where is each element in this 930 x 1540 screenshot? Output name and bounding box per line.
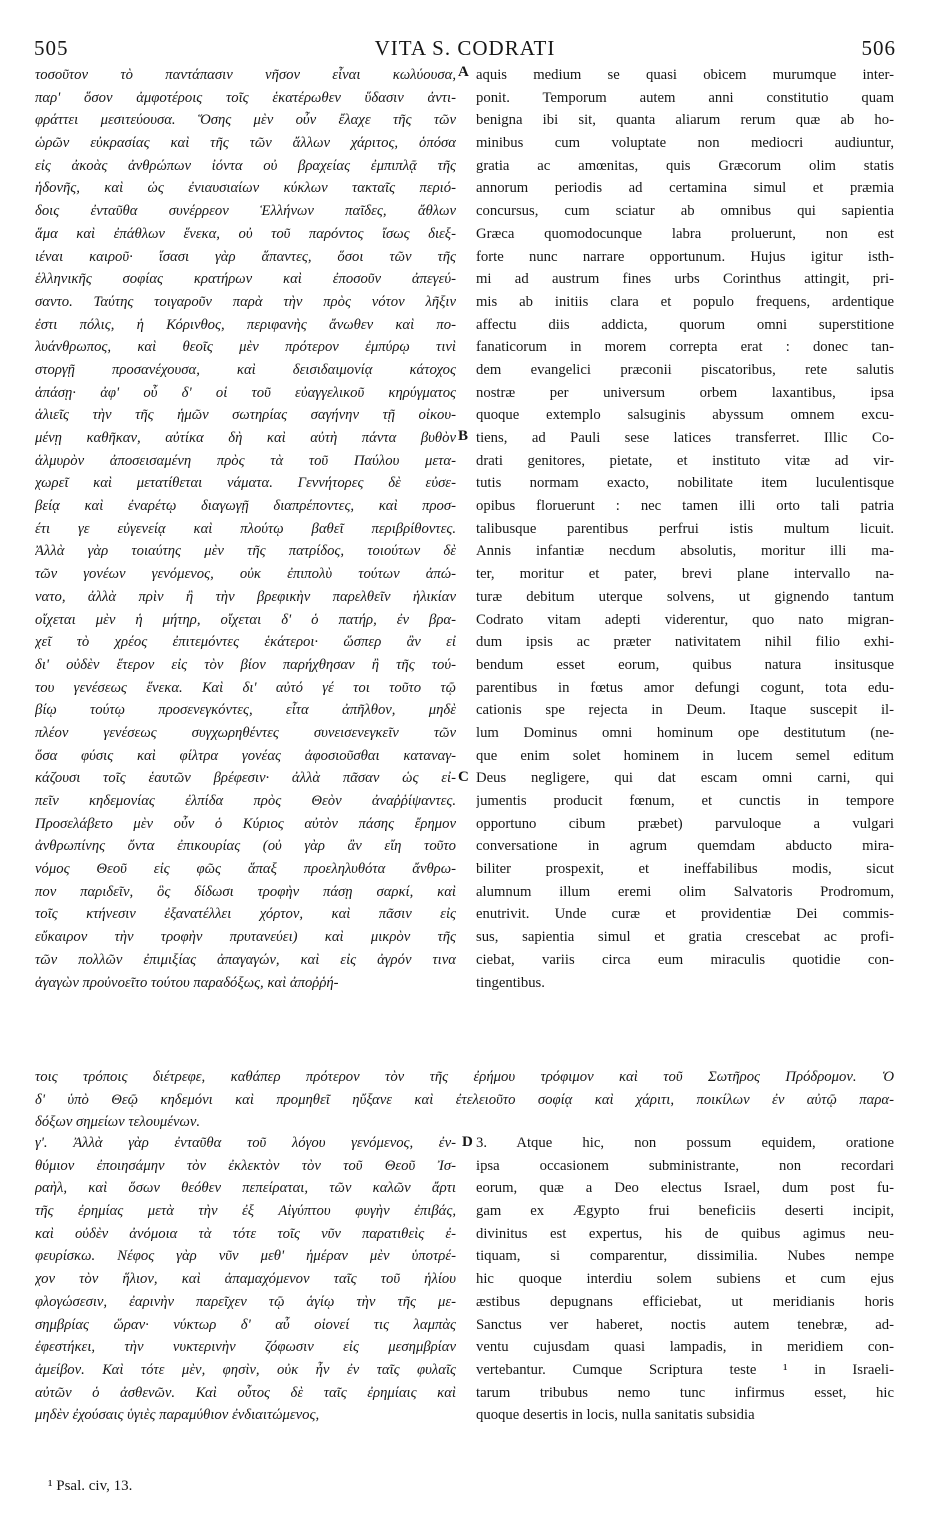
text-line: νατο, ἀλλὰ πρὶν ἢ τὴν βρεφικὴν παρελθεῖν ἡλικίαν — [35, 588, 456, 605]
text-line: δοις ἐνταῦθα συνέρρεον Ἑλλήνων παῖδες, ἄθλων — [35, 203, 456, 220]
margin-marker-a: A — [458, 64, 469, 80]
text-line: nostræ per universum orbem laxantibus, ipsa — [476, 384, 894, 401]
text-line: ter, moritur et pater, brevi plane intervallo na- — [476, 566, 894, 583]
text-line: talibusque parentibus perfrui istis multum licuit. — [476, 520, 894, 537]
text-line: βίῳ τούτῳ προσενεγκόντες, εἶτα ἀπῆλθον, μηδὲ — [35, 702, 456, 719]
text-line: enutrivit. Unde curæ et providentiæ Dei commis- — [476, 906, 894, 923]
text-line: æstibus depugnans efficiebat, ut meridianis horis — [476, 1293, 894, 1310]
text-line: έτι γε εὐγενείᾳ καὶ πλούτῳ βαθεῖ περιβρίθοντες. — [35, 520, 456, 537]
text-line: δ' ὑπὸ Θεῷ κηδεμόνι καὶ προμηθεῖ ηὔξανε καὶ ἐτελειοῦτο σοφίᾳ καὶ χάριτι, ποικίλων ἐν αὐτῷ παρα- — [35, 1091, 894, 1108]
text-line: bendum esset eorum, quibus natura insitusque — [476, 656, 894, 673]
text-line: σαντο. Ταύτης τοιγαροῦν παρὰ τὴν πρὸς νότον λῆξιν — [35, 293, 456, 310]
text-line: gam ex Ægypto frui beneficiis deserti incipit, — [476, 1203, 894, 1220]
text-line: δι' οὐδὲν ἕτερον εἰς τὸν βίον παρήχθησαν ἢ τῆς τού- — [35, 656, 456, 673]
text-line: τοῖς κτήνεσιν ἐξανατέλλει χόρτον, καὶ πᾶσιν εἰς — [35, 906, 456, 923]
text-line: 3. Atque hic, non possum equidem, oratione — [476, 1135, 894, 1151]
text-line: hic quoque interdiu solem subiens et cum ejus — [476, 1271, 894, 1288]
text-line: gratia ac amœnitas, quis Græcorum olim statis — [476, 157, 894, 174]
text-line: πλέον γενέσεως συγχωρηθέντες συνεισενεγκεῖν τῶν — [35, 724, 456, 741]
text-line: tingentibus. — [476, 974, 545, 991]
text-line: τῶν γονέων γενόμενος, οὐκ ἐπιπολὺ τούτων ἀπώ- — [35, 566, 456, 583]
text-line: ἁπάσῃ· ἀφ' οὗ δ' οἱ τοῦ εὐαγγελικοῦ κηρύγματος — [35, 384, 456, 401]
text-line: θύμιον ἐποιησάμην τὸν ἐκλεκτὸν τὸν τοῦ Θεοῦ Ἰσ- — [35, 1157, 456, 1174]
text-line: forte nunc narrare opportunum. Hujus igitur isth- — [476, 248, 894, 265]
footnote: ¹ Psal. civ, 13. — [48, 1478, 133, 1494]
text-line: fanaticorum in morem correpta erat : donec tan- — [476, 339, 894, 356]
greek-full-width-continuation — [35, 1066, 894, 1134]
text-line: mis ab initiis clara et populo frequens, ardentique — [476, 293, 894, 310]
text-line: ἁλμυρὸν ἀποσεισαμένη πρὸς τὰ τοῦ Παύλου μετα- — [35, 452, 456, 469]
text-line: στοργῇ προσανέχουσα, καὶ δεισιδαιμονίᾳ κάτοχος — [35, 361, 456, 378]
text-line: καὶ οὐδὲν ἀνόμοια τὰ τότε τοῖς νῦν παρατιθεὶς ἐ- — [35, 1225, 456, 1242]
text-line: νόμος Θεοῦ εἰς φῶς ἅπαξ προεληλυθότα ἄνθρω- — [35, 861, 456, 878]
text-line: dum ipsis ac præter nativitatem nihil filio exhi- — [476, 634, 894, 651]
text-line: opportuno cibum præbet) parvuloque a vulgari — [476, 815, 894, 832]
text-line: χεῖ τὸ χρέος ἐπιτεμόντες ἑκάτεροι· ὥσπερ ἂν εἰ — [35, 634, 456, 651]
text-line: ponit. Temporum autem anni constitutio quam — [476, 89, 894, 106]
text-line: tiens, ad Pauli sese latices transferret. Illic Co- — [476, 430, 894, 446]
text-line: ἁλιεῖς τὴν τῆς ἡμῶν σωτηρίας σαγήνην τῇ οἰκου- — [35, 407, 456, 424]
text-line: λυάνθρωπος, καὶ θεοῖς μὲν πρότερον ἐμπύρῳ τινὶ — [35, 339, 456, 356]
text-line: Græca quomodocunque labra proluerunt, non est — [476, 225, 894, 242]
margin-marker-c: C — [458, 769, 469, 785]
text-line: φλογώσεσιν, ἐαρινὴν παρεῖχεν τῷ ἁγίῳ τὴν τῆς με- — [35, 1293, 456, 1310]
text-line: opibus floruerunt : nec tamen illi orto tali patria — [476, 498, 894, 515]
text-line: Codrato vitam adepti viderentur, quo nato migran- — [476, 611, 894, 628]
text-line: tiquam, si comparentur, dissimilia. Nubes nempe — [476, 1248, 894, 1265]
text-line: ciebat, variis circa eum miraculis quotidie con- — [476, 951, 894, 968]
text-line: βείᾳ καὶ ἐναρέτῳ διαγωγῇ διαπρέποντες, καὶ προσ- — [35, 498, 456, 515]
text-line: sus, sapientia simul et gratia crescebat ac profi- — [476, 929, 894, 946]
text-line: κάζουσι τοῖς ἑαυτῶν βρέφεσιν· ἀλλὰ πᾶσαν ὡς εἰ- — [35, 770, 456, 787]
text-line: dem evangelici præconii piscatoribus, rete salutis — [476, 361, 894, 378]
text-line: εἰς ἀκοὰς ἀνθρώπων ἰόντα οὐ βραχείας ἐμπιπλᾷ τῆς — [35, 157, 456, 174]
text-line: ἐστι πόλις, ἡ Κόρινθος, περιφανὴς ἄνωθεν καὶ πο- — [35, 316, 456, 333]
text-line: vertebantur. Cumque Scriptura teste ¹ in Israeli- — [476, 1361, 894, 1378]
text-line: annorum periodis ad certamina simul et præmia — [476, 180, 894, 197]
text-line: ὡρῶν εὐκρασίας καὶ τῆς τῶν ἄλλων χάριτος, ὁπόσα — [35, 135, 456, 152]
text-line: tutis normam exacto, nobilitate item luculentisque — [476, 475, 894, 492]
text-line: alumnum illum eremi olim Salvatoris Prodromum, — [476, 883, 894, 900]
text-line: que enim solet hominem in lucem semel editum — [476, 747, 894, 764]
text-line: Deus negligere, qui dat escam omni carni, qui — [476, 770, 894, 787]
greek-column-upper — [35, 64, 456, 994]
text-line: drati genitores, pietate, et instituto vitæ ad vir- — [476, 452, 894, 469]
margin-marker-d: D — [462, 1134, 473, 1150]
text-line: eorum, quæ a Deo electus Israel, dum post fu- — [476, 1180, 894, 1197]
text-line: conversatione in agrum quemdam abducto mira- — [476, 838, 894, 855]
text-line: ὅσα φύσις καὶ φίλτρα γονέας ἀφοσιοῦσθαι καταναγ- — [35, 747, 456, 764]
text-line: divinitus est expertus, his de quibus agimus neu- — [476, 1225, 894, 1242]
latin-column-upper — [476, 64, 894, 994]
page-number-right: 506 — [861, 36, 896, 60]
text-line: mi ad austrum fines urbs Corinthus attingit, pri- — [476, 271, 894, 288]
text-line: εὔκαιρον τὴν τροφὴν πρυτανεύει) καὶ μικρὸν τῆς — [35, 929, 456, 946]
text-line: Προσελάβετο μὲν οὖν ὁ Κύριος αὐτὸν πάσης ἔρημον — [35, 815, 456, 832]
text-line: ιέναι καιροῦ· ἴσασι γὰρ ἅπαντες, ὅσοι τῶν τῆς — [35, 248, 456, 265]
text-line: φράττει μεσιτεύουσα. Ὅσης μὲν οὖν ἔλαχε τῆς τῶν — [35, 112, 456, 129]
text-line: minibus cum voluptate non mediocri audiuntur, — [476, 135, 894, 152]
text-line: σημβρίας ὥραν· νύκτωρ δ' αὖ οἱονεί τις λαμπὰς — [35, 1316, 456, 1333]
text-line: παρ' ὅσον ἀμφοτέροις τοῖς ἑκατέρωθεν ὕδασιν ἀντι- — [35, 89, 456, 106]
text-line: ventu cujusdam quasi lampadis, in meridiem con- — [476, 1339, 894, 1356]
text-line: χωρεῖ καὶ μετατίθεται νάματα. Γεννήτορες δὲ εὐσε- — [35, 475, 456, 492]
text-line: Ἀλλὰ γὰρ τοιαύτης μὲν τῆς πατρίδος, τοιούτων δὲ — [35, 543, 456, 560]
margin-marker-b: B — [458, 428, 469, 444]
text-line: ἑλληνικῆς σοφίας κρατήρων καὶ ἐποσοῦν ἀπεγεύ- — [35, 271, 456, 288]
text-line: quoque desertis in locis, nulla sanitatis subsidia — [476, 1407, 755, 1424]
text-line: ἡδονῆς, καὶ ὡς ἐνιαυσιαίων κύκλων τακταῖς περιό- — [35, 180, 456, 197]
text-line: τοσοῦτον τὸ παντάπασιν νῆσον εἶναι κωλύουσα, — [35, 67, 456, 83]
text-line: χον τὸν ἥλιον, καὶ ἀπαμαχόμενον ταῖς τοῦ ἡλίου — [35, 1271, 456, 1288]
text-line: μένῃ καθῆκαν, αὐτίκα δὴ καὶ αὐτὴ πάντα βυθὸν — [35, 430, 456, 446]
text-line: lum Dominus omni hominum ope destitutum (ne- — [476, 724, 894, 741]
text-line: Annis infantiæ necdum absolutis, moritur illi ma- — [476, 543, 894, 560]
running-title: VITA S. CODRATI — [374, 36, 556, 60]
text-line: aquis medium se quasi obicem murumque inter- — [476, 67, 894, 83]
text-line: biliter prospexit, et ineffabilibus modis, sicut — [476, 861, 894, 878]
text-line: ipsa occasionem subministrante, non recordari — [476, 1157, 894, 1174]
text-line: parentibus in fœtus amor defungi cogunt, tota edu- — [476, 679, 894, 696]
text-line: cationis spe rejecta in Deum. Itaque suscepit il- — [476, 702, 894, 719]
text-line: μηδὲν ἐχούσαις ὑγιὲς παραμύθιον ἐνδιαιτώμενος, — [35, 1407, 320, 1424]
text-line: δόξων σημείων τελουμένων. — [35, 1114, 201, 1131]
page-number-left: 505 — [34, 36, 69, 60]
text-line: πον παριδεῖν, ὃς δίδωσι τροφὴν πάσῃ σαρκί, καὶ — [35, 883, 456, 900]
text-line: ἀνθρωπίνης ὄντα ἐπικουρίας (οὐ γὰρ ἂν εἴη τοῦτο — [35, 838, 456, 855]
text-line: jumentis producit fœnum, et cunctis in tempore — [476, 793, 894, 809]
text-line: turæ debitum uterque solvens, ut gignendo tantum — [476, 588, 894, 605]
text-line: quoque extemplo salsuginis abyssum omnem excu- — [476, 407, 894, 424]
text-line: τῶν πολλῶν ἐπιμιξίας ἀπαγαγών, καὶ εἰς ἀγρόν τινα — [35, 951, 456, 968]
text-line: tarum tribubus nemo tunc infirmus esset, hic — [476, 1384, 894, 1401]
text-line: ἀγαγὼν προὐνοεῖτο τούτου παραδόξως, καὶ ἀποῤῥή- — [35, 974, 339, 991]
text-line: ἀμείβον. Καὶ τότε μὲν, φησὶν, οὐκ ἦν ἐν ταῖς φυλαῖς — [35, 1361, 456, 1378]
text-line: affectu diis addicta, quorum omni superstitione — [476, 316, 894, 333]
text-line: του γενέσεως ἕνεκα. Καὶ δι' αὐτό γέ τοι τοῦτο τῷ — [35, 679, 456, 696]
text-line: ἅμα καὶ ἐπάθλων ἕνεκα, οὐ τοῦ παρόντος ἴσως διεξ- — [35, 225, 456, 242]
text-line: φευρίσκω. Νέφος γὰρ νῦν μεθ' ἡμέραν μὲν ὑποτρέ- — [35, 1248, 456, 1265]
greek-column-lower — [35, 1132, 456, 1427]
text-line: ἐφεστήκει, τὴν νυκτερινὴν ζόφωσιν εἰς μεσημβρίαν — [35, 1339, 456, 1356]
text-line: γ'. Ἀλλὰ γὰρ ἐνταῦθα τοῦ λόγου γενόμενος, ἐν- — [35, 1135, 456, 1151]
text-line: benigna ibi sit, quanta aliarum rerum quæ ab ho- — [476, 112, 894, 129]
text-line: τοις τρόποις διέτρεφε, καθάπερ πρότερον τὸν τῆς ἐρήμου τρόφιμον καὶ τοῦ Σωτῆρος Πρόδρομον. Ὁ — [35, 1069, 894, 1085]
text-line: οἴχεται μὲν ἡ μήτηρ, οἴχεται δ' ὁ πατήρ, ἐν βρα- — [35, 611, 456, 628]
text-line: concursus, cum sciatur ab omnibus qui sapientia — [476, 203, 894, 220]
text-line: Sanctus ver haberet, noctis autem tenebræ, ad- — [476, 1316, 894, 1333]
text-line: πεῖν κηδεμονίας ἐλπίδα πρὸς Θεὸν ἀναῤῥίψαντες. — [35, 793, 456, 809]
text-line: αὐτῶν ὁ ἀσθενῶν. Καὶ οὗτος δὲ ταῖς ἐρημίαις καὶ — [35, 1384, 456, 1401]
text-line: ραὴλ, καὶ ὅσων θεόθεν πεπείραται, τῶν καλῶν ἄρτι — [35, 1180, 456, 1197]
text-line: τῆς ἐρημίας μετὰ τὴν ἐξ Αἰγύπτου φυγὴν ἐπιβάς, — [35, 1203, 456, 1220]
latin-column-lower — [476, 1132, 894, 1427]
